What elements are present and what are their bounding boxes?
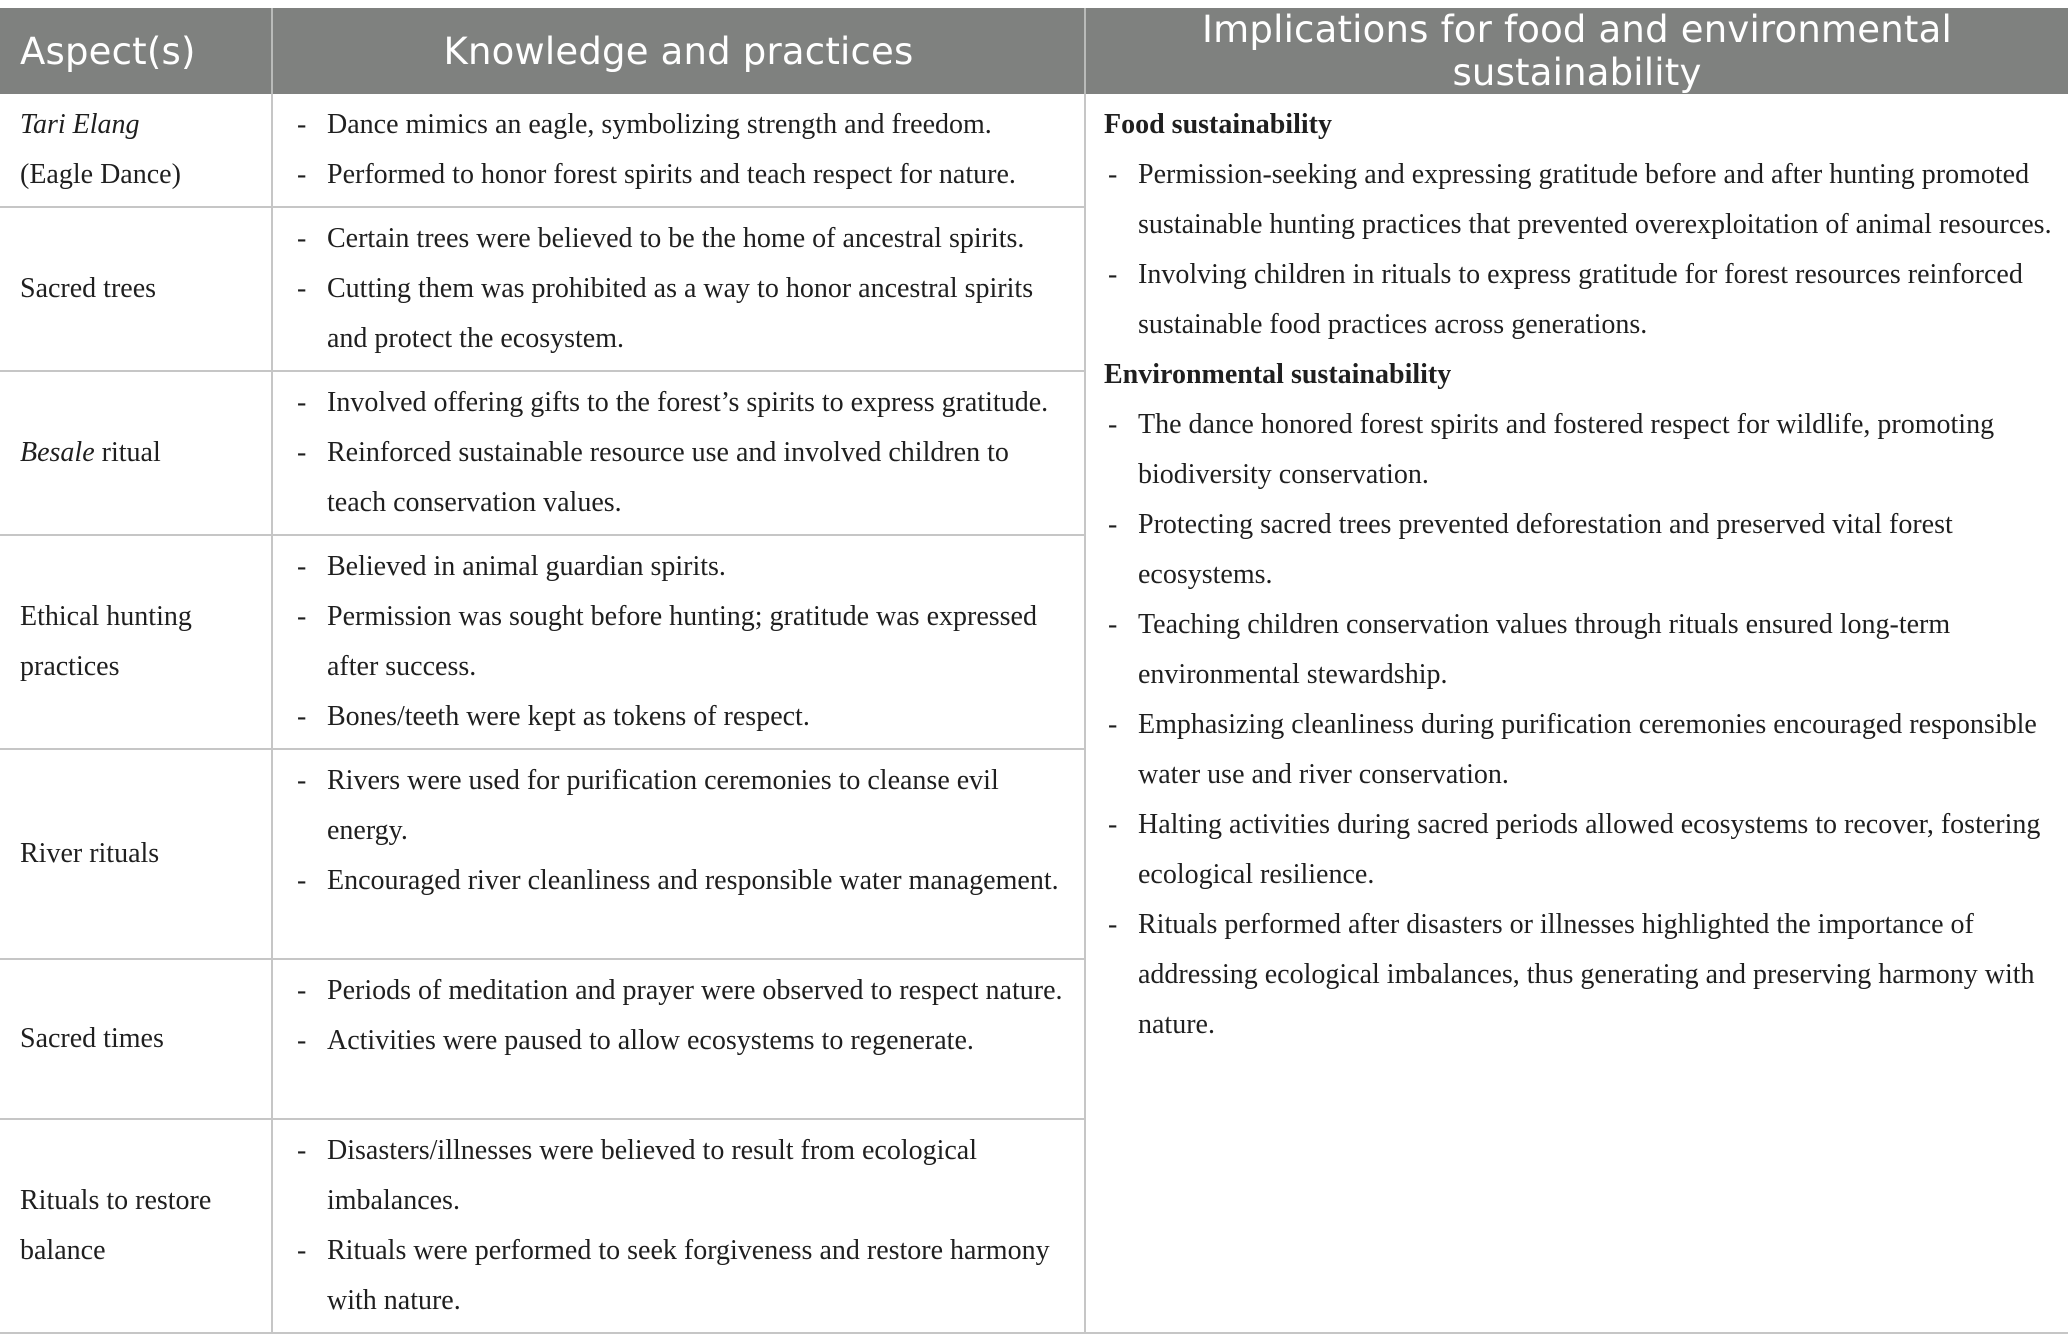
practices-cell: [272, 959, 1085, 1119]
list-item: - Involving children in rituals to express gratitude for forest resources reinforced sustainable food practices across generations.: [1104, 250, 2056, 350]
practices-cell: [272, 207, 1085, 371]
list-item: - The dance honored forest spirits and fostered respect for wildlife, promoting biodiversity conservation.: [1104, 400, 2056, 500]
list-item: - Believed in animal guardian spirits.: [293, 542, 1070, 592]
food-sustainability-list: [1104, 150, 2056, 350]
practices-cell: [272, 94, 1085, 207]
list-item: - Rituals were performed to seek forgiveness and restore harmony with nature.: [293, 1226, 1070, 1326]
practices-list: [293, 214, 1070, 364]
environmental-sustainability-heading: Environmental sustainability: [1104, 359, 1452, 390]
list-item: - Permission was sought before hunting; gratitude was expressed after success.: [293, 592, 1070, 692]
list-item: - Performed to honor forest spirits and teach respect for nature.: [293, 150, 1070, 200]
list-item: - Bones/teeth were kept as tokens of respect.: [293, 692, 1070, 742]
list-item: - Emphasizing cleanliness during purification ceremonies encouraged responsible water use and river conservation.: [1104, 700, 2056, 800]
practices-cell: [272, 371, 1085, 535]
aspect-name: Sacred trees: [20, 273, 157, 304]
food-sustainability-heading: Food sustainability: [1104, 109, 1332, 140]
practices-list: [293, 100, 1070, 200]
list-item: - Rituals performed after disasters or illnesses highlighted the importance of addressing ecological imbalances, thus generating and preserving harmony with nature.: [1104, 900, 2056, 1050]
list-item: - Rivers were used for purification ceremonies to cleanse evil energy.: [293, 756, 1070, 856]
list-item: - Permission-seeking and expressing gratitude before and after hunting promoted sustainable hunting practices that prevented overexploitation of animal resources.: [1104, 150, 2056, 250]
list-item: - Periods of meditation and prayer were observed to respect nature.: [293, 966, 1070, 1016]
list-item: - Reinforced sustainable resource use and involved children to teach conservation values.: [293, 428, 1070, 528]
aspect-cell: [0, 207, 272, 371]
practices-cell: [272, 749, 1085, 959]
aspect-name-italic: Tari Elang: [20, 109, 140, 140]
column-header-knowledge: Knowledge and practices: [272, 8, 1085, 94]
aspect-cell: [0, 94, 272, 207]
aspect-name: Rituals to restore balance: [20, 1185, 212, 1266]
list-item: - Halting activities during sacred periods allowed ecosystems to recover, fostering ecological resilience.: [1104, 800, 2056, 900]
practices-list: [293, 756, 1070, 906]
environmental-sustainability-list: [1104, 400, 2056, 1050]
table-row: [0, 94, 2068, 207]
implications-cell: [1085, 94, 2068, 1333]
list-item: - Activities were paused to allow ecosystems to regenerate.: [293, 1016, 1070, 1066]
list-item: - Certain trees were believed to be the home of ancestral spirits.: [293, 214, 1070, 264]
list-item: - Disasters/illnesses were believed to result from ecological imbalances.: [293, 1126, 1070, 1226]
aspect-cell: [0, 959, 272, 1119]
aspect-name: (Eagle Dance): [20, 159, 181, 190]
practices-list: [293, 1126, 1070, 1326]
practices-cell: [272, 535, 1085, 749]
list-item: - Teaching children conservation values through rituals ensured long-term environmental stewardship.: [1104, 600, 2056, 700]
aspect-cell: [0, 1119, 272, 1333]
sustainability-table-container: [0, 8, 2068, 1334]
list-item: - Involved offering gifts to the forest’s spirits to express gratitude.: [293, 378, 1070, 428]
column-header-aspects: Aspect(s): [0, 8, 272, 94]
aspect-name: River rituals: [20, 838, 160, 869]
sustainability-table: [0, 8, 2068, 1334]
practices-list: [293, 542, 1070, 742]
practices-cell: [272, 1119, 1085, 1333]
aspect-name: Sacred times: [20, 1023, 164, 1054]
aspect-cell: [0, 535, 272, 749]
list-item: - Cutting them was prohibited as a way to honor ancestral spirits and protect the ecosystem.: [293, 264, 1070, 364]
aspect-cell: [0, 749, 272, 959]
aspect-cell: [0, 371, 272, 535]
aspect-name: ritual: [94, 437, 161, 468]
column-header-implications: Implications for food and environmental sustainability: [1085, 8, 2068, 94]
practices-list: [293, 966, 1070, 1066]
table-header-row: [0, 8, 2068, 94]
list-item: - Encouraged river cleanliness and responsible water management.: [293, 856, 1070, 906]
practices-list: [293, 378, 1070, 528]
list-item: - Protecting sacred trees prevented deforestation and preserved vital forest ecosystems.: [1104, 500, 2056, 600]
list-item: - Dance mimics an eagle, symbolizing strength and freedom.: [293, 100, 1070, 150]
aspect-name: Ethical hunting practices: [20, 601, 192, 682]
aspect-name-italic: Besale: [20, 437, 95, 468]
